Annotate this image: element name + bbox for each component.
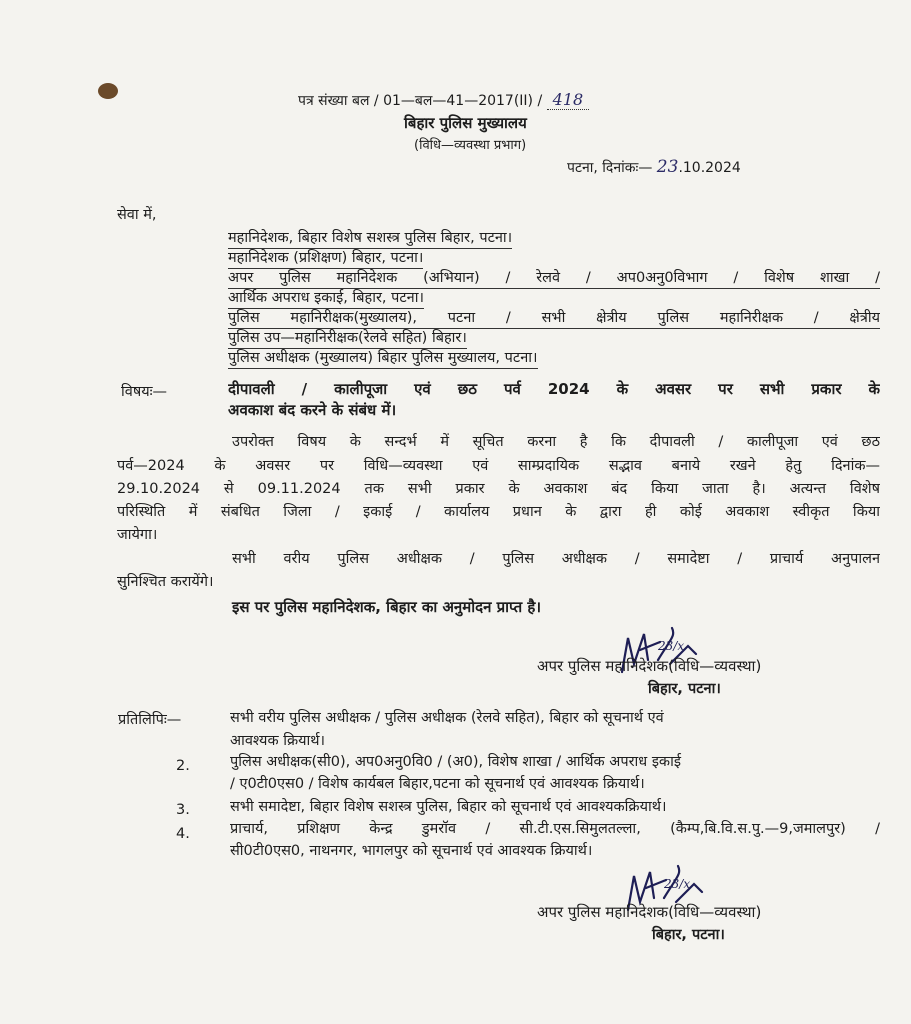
addressee-line: पुलिस उप—महानिरीक्षक(रेलवे सहित) बिहार। <box>228 328 467 349</box>
signature-date-note: 23/x <box>658 639 685 653</box>
subject-line: दीपावली / कालीपूजा एवं छठ पर्व 2024 के अवसर पर सभी प्रकार के <box>228 380 880 398</box>
punch-hole <box>98 83 118 99</box>
body-line: सभी वरीय पुलिस अधीक्षक / पुलिस अधीक्षक / समादेष्टा / प्राचार्य अनुपालन <box>232 551 880 567</box>
body-line: सुनिश्चित करायेंगे। <box>117 574 214 590</box>
office-title: बिहार पुलिस मुख्यालय <box>404 114 527 132</box>
date-suffix: .10.2024 <box>678 160 741 176</box>
body-line: 29.10.2024 से 09.11.2024 तक सभी प्रकार के अवकाश बंद किया जाता है। अत्यन्त विशेष <box>117 481 880 497</box>
place-date-prefix: पटना, दिनांकः— <box>567 160 653 176</box>
addressee-line: महानिदेशक (प्रशिक्षण) बिहार, पटना। <box>228 248 423 269</box>
subject-label: विषयः— <box>121 384 168 400</box>
body-line: उपरोक्त विषय के सन्दर्भ में सूचित करना है कि दीपावली / कालीपूजा एवं छठ <box>232 434 880 450</box>
division-title: (विधि—व्यवस्था प्रभाग) <box>414 138 527 153</box>
date-handwritten-day: 23 <box>656 157 679 177</box>
letter-number <box>298 90 589 110</box>
copy-item-number: 2. <box>176 758 190 774</box>
copy-item-line: / ए0टी0एस0 / विशेष कार्यबल बिहार,पटना को सूचनार्थ एवं आवश्यक क्रियार्थ। <box>230 776 645 792</box>
place-date <box>567 157 741 177</box>
copy-item-line: सी0टी0एस0, नाथनगर, भागलपुर को सूचनार्थ एवं आवश्यक क्रियार्थ। <box>230 843 593 859</box>
body-line: जायेगा। <box>117 527 158 543</box>
copy-item-line: पुलिस अधीक्षक(सी0), अप0अनु0वि0 / (अ0), विशेष शाखा / आर्थिक अपराध इकाई <box>230 754 681 770</box>
signatory-designation: अपर पुलिस महानिदेशक(विधि—व्यवस्था) <box>537 903 762 921</box>
letter-number-handwritten: 418 <box>547 90 590 110</box>
addressee-line: अपर पुलिस महानिदेशक (अभियान) / रेलवे / अप0अनु0विभाग / विशेष शाखा / <box>228 268 880 289</box>
letter-number-prefix: पत्र संख्या बल / 01—बल—41—2017(II) / <box>298 93 543 109</box>
addressee-line: महानिदेशक, बिहार विशेष सशस्त्र पुलिस बिहार, पटना। <box>228 228 512 249</box>
subject-line: अवकाश बंद करने के संबंध में। <box>228 401 397 419</box>
copy-item-line: सभी वरीय पुलिस अधीक्षक / पुलिस अधीक्षक (रेलवे सहित), बिहार को सूचनार्थ एवं <box>230 710 664 726</box>
addressee-line: आर्थिक अपराध इकाई, बिहार, पटना। <box>228 288 424 309</box>
body-line: पर्व—2024 के अवसर पर विधि—व्यवस्था एवं साम्प्रदायिक सद्भाव बनाये रखने हेतु दिनांक— <box>117 458 880 474</box>
copy-item-line: आवश्यक क्रियार्थ। <box>230 733 326 749</box>
signatory-place: बिहार, पटना। <box>648 681 721 697</box>
signatory-place: बिहार, पटना। <box>652 927 725 943</box>
copy-item-line: सभी समादेष्टा, बिहार विशेष सशस्त्र पुलिस, बिहार को सूचनार्थ एवं आवश्यकक्रियार्थ। <box>230 799 667 815</box>
approval-line: इस पर पुलिस महानिदेशक, बिहार का अनुमोदन प्राप्त है। <box>232 598 542 616</box>
addressee-line: पुलिस महानिरीक्षक(मुख्यालय), पटना / सभी क्षेत्रीय पुलिस महानिरीक्षक / क्षेत्रीय <box>228 308 880 329</box>
copy-label: प्रतिलिपिः— <box>118 712 182 728</box>
addressee-line: पुलिस अधीक्षक (मुख्यालय) बिहार पुलिस मुख्यालय, पटना। <box>228 348 538 369</box>
signature-date-note: 23/x <box>664 877 691 891</box>
copy-item-line: प्राचार्य, प्रशिक्षण केन्द्र डुमरॉव / सी.टी.एस.सिमुलतल्ला, (कैम्प,बि.वि.स.पु.—9,जमालपुर) / <box>230 821 880 837</box>
body-line: परिस्थिति में संबधित जिला / इकाई / कार्यालय प्रधान के द्वारा ही कोई अवकाश स्वीकृत किया <box>117 504 880 520</box>
copy-item-number: 4. <box>176 826 190 842</box>
copy-item-number: 3. <box>176 802 190 818</box>
salutation: सेवा में, <box>117 207 157 223</box>
signatory-designation: अपर पुलिस महानिदेशक(विधि—व्यवस्था) <box>537 657 762 675</box>
